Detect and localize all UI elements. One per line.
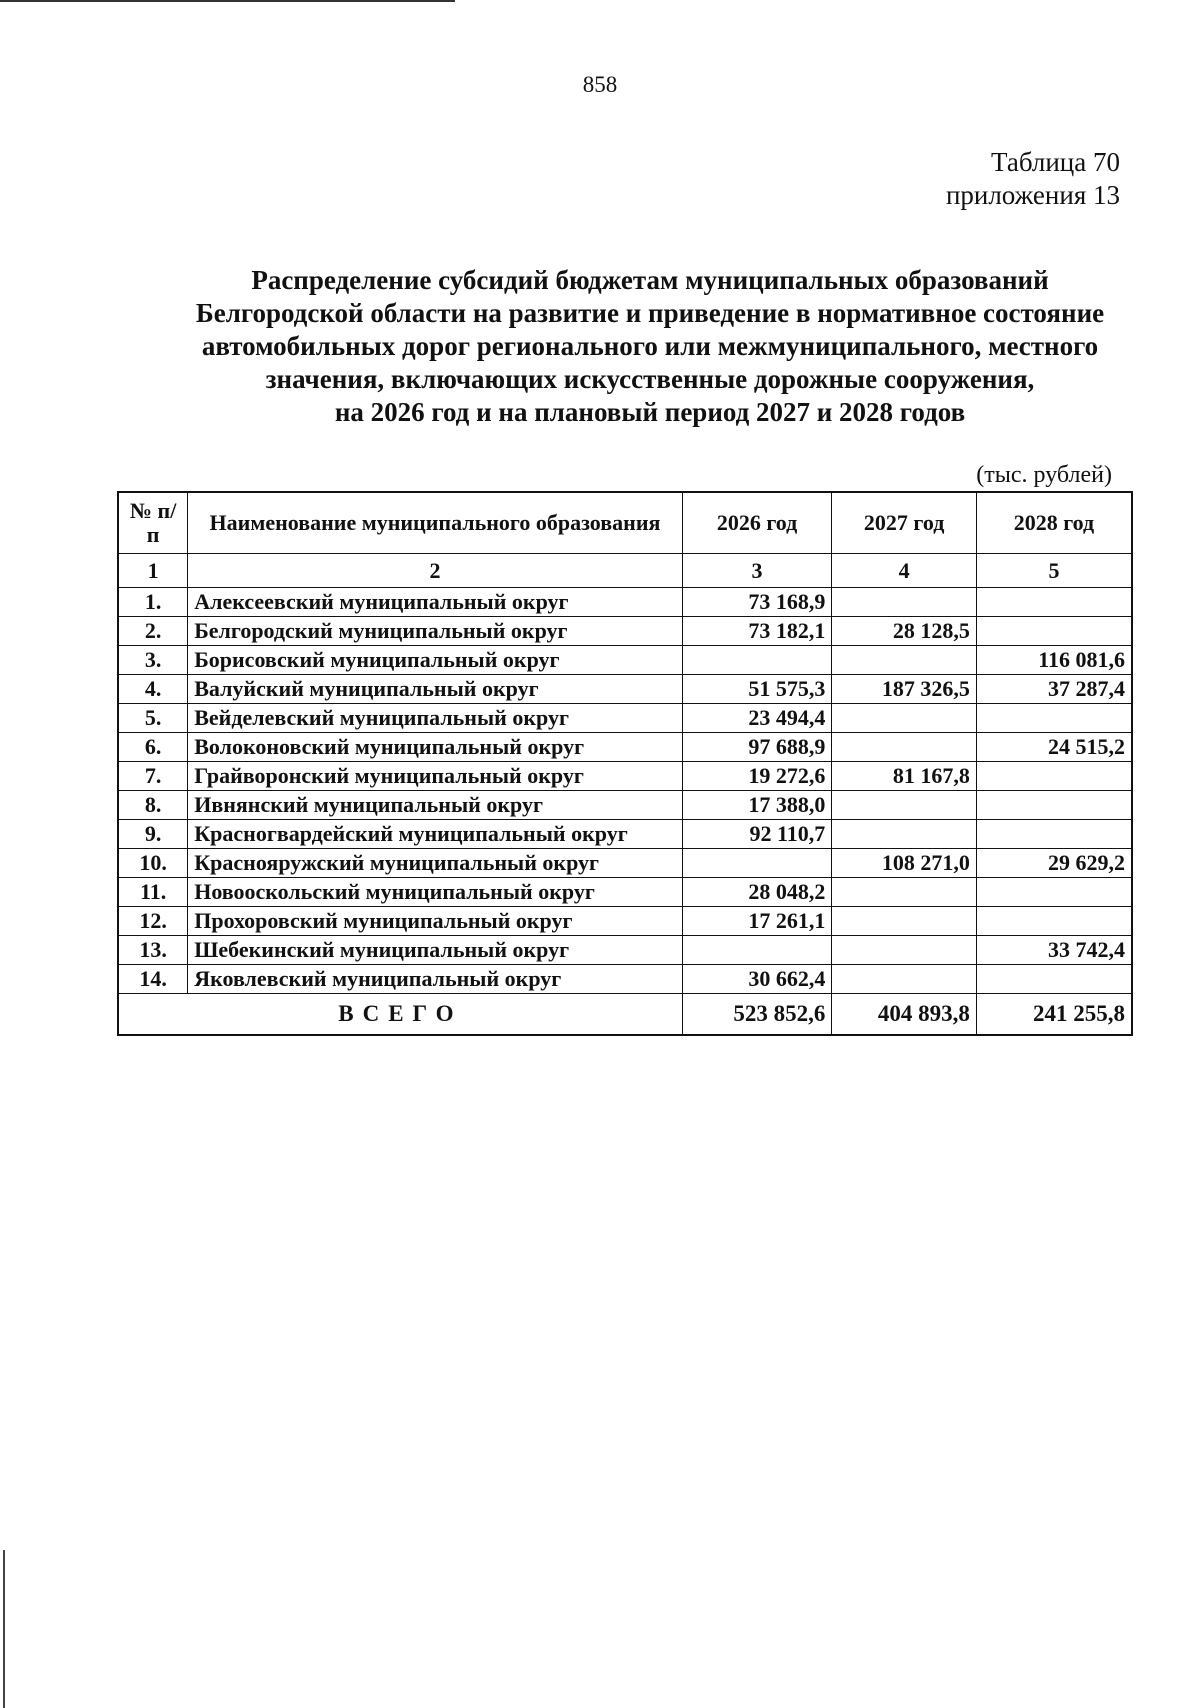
value-2028 — [976, 907, 1132, 936]
table-row — [118, 733, 1132, 762]
table-reference — [946, 146, 1120, 212]
value-2026 — [682, 646, 832, 675]
value-2027 — [832, 936, 977, 965]
value-2026: 73 168,9 — [682, 588, 832, 617]
value-2027 — [832, 878, 977, 907]
row-number: 8. — [118, 791, 188, 820]
value-2028: 37 287,4 — [976, 675, 1132, 704]
value-2026: 17 388,0 — [682, 791, 832, 820]
header-row — [118, 492, 1132, 554]
table-row — [118, 675, 1132, 704]
row-number: 3. — [118, 646, 188, 675]
row-number: 7. — [118, 762, 188, 791]
total-2028: 241 255,8 — [976, 994, 1132, 1036]
title-line: автомобильных дорог регионального или межмуниципального, местного — [201, 331, 1099, 361]
column-index: 2 — [188, 554, 683, 588]
value-2027 — [832, 820, 977, 849]
table-row — [118, 762, 1132, 791]
title-line: Белгородской области на развитие и приведение в нормативное состояние — [195, 298, 1105, 328]
value-2027 — [832, 791, 977, 820]
value-2028 — [976, 878, 1132, 907]
scan-top-rule — [0, 0, 455, 2]
column-index: 5 — [976, 554, 1132, 588]
table-row — [118, 965, 1132, 994]
value-2028 — [976, 617, 1132, 646]
value-2028 — [976, 965, 1132, 994]
document-title — [120, 264, 1180, 429]
value-2026: 51 575,3 — [682, 675, 832, 704]
value-2027: 28 128,5 — [832, 617, 977, 646]
title-line: Распределение субсидий бюджетам муниципальных образований — [251, 265, 1049, 295]
header-name: Наименование муниципального образования — [188, 492, 683, 554]
column-index: 3 — [682, 554, 832, 588]
value-2026: 92 110,7 — [682, 820, 832, 849]
row-number: 2. — [118, 617, 188, 646]
row-number: 1. — [118, 588, 188, 617]
title-line: значения, включающих искусственные дорожные сооружения, — [265, 364, 1035, 394]
value-2026: 17 261,1 — [682, 907, 832, 936]
column-index: 4 — [832, 554, 977, 588]
value-2027: 108 271,0 — [832, 849, 977, 878]
row-number: 4. — [118, 675, 188, 704]
header-2026: 2026 год — [682, 492, 832, 554]
row-number: 14. — [118, 965, 188, 994]
value-2027 — [832, 588, 977, 617]
municipality-name: Шебекинский муниципальный округ — [188, 936, 683, 965]
row-number: 10. — [118, 849, 188, 878]
page-number: 858 — [582, 72, 618, 97]
municipality-name: Ивнянский муниципальный округ — [188, 791, 683, 820]
row-number: 12. — [118, 907, 188, 936]
value-2028: 24 515,2 — [976, 733, 1132, 762]
scan-left-rule — [3, 1550, 5, 1708]
municipality-name: Валуйский муниципальный округ — [188, 675, 683, 704]
header-2027: 2027 год — [832, 492, 977, 554]
value-2026: 28 048,2 — [682, 878, 832, 907]
column-index-row — [118, 554, 1132, 588]
value-2027 — [832, 965, 977, 994]
title-line: на 2026 год и на плановый период 2027 и 2028 годов — [334, 397, 966, 427]
row-number: 11. — [118, 878, 188, 907]
total-row — [118, 994, 1132, 1036]
table-row — [118, 849, 1132, 878]
municipality-name: Новооскольский муниципальный округ — [188, 878, 683, 907]
total-label: ВСЕГО — [118, 994, 682, 1036]
municipality-name: Борисовский муниципальный округ — [188, 646, 683, 675]
value-2026 — [682, 936, 832, 965]
value-2028 — [976, 762, 1132, 791]
value-2028 — [976, 820, 1132, 849]
municipality-name: Вейделевский муниципальный округ — [188, 704, 683, 733]
municipality-name: Краснояружский муниципальный округ — [188, 849, 683, 878]
value-2026: 23 494,4 — [682, 704, 832, 733]
total-2026: 523 852,6 — [682, 994, 832, 1036]
municipality-name: Грайворонский муниципальный округ — [188, 762, 683, 791]
row-number: 9. — [118, 820, 188, 849]
value-2026: 19 272,6 — [682, 762, 832, 791]
municipality-name: Яковлевский муниципальный округ — [188, 965, 683, 994]
table-row — [118, 936, 1132, 965]
value-2027 — [832, 907, 977, 936]
value-2028: 29 629,2 — [976, 849, 1132, 878]
column-index: 1 — [118, 554, 188, 588]
value-2028 — [976, 588, 1132, 617]
value-2026: 30 662,4 — [682, 965, 832, 994]
table-row — [118, 791, 1132, 820]
table-row — [118, 646, 1132, 675]
table-row — [118, 878, 1132, 907]
value-2027 — [832, 733, 977, 762]
value-2027: 187 326,5 — [832, 675, 977, 704]
header-2028: 2028 год — [976, 492, 1132, 554]
municipality-name: Красногвардейский муниципальный округ — [188, 820, 683, 849]
municipality-name: Белгородский муниципальный округ — [188, 617, 683, 646]
total-2027: 404 893,8 — [832, 994, 977, 1036]
value-2026: 73 182,1 — [682, 617, 832, 646]
value-2028: 33 742,4 — [976, 936, 1132, 965]
units-label: (тыс. рублей) — [976, 462, 1112, 488]
row-number: 5. — [118, 704, 188, 733]
municipality-name: Волоконовский муниципальный округ — [188, 733, 683, 762]
value-2026 — [682, 849, 832, 878]
value-2026: 97 688,9 — [682, 733, 832, 762]
table-row — [118, 820, 1132, 849]
municipality-name: Прохоровский муниципальный округ — [188, 907, 683, 936]
table-row — [118, 617, 1132, 646]
table-reference-line-2: приложения 13 — [945, 180, 1120, 210]
table-row — [118, 907, 1132, 936]
value-2028 — [976, 704, 1132, 733]
row-number: 13. — [118, 936, 188, 965]
table-row — [118, 704, 1132, 733]
table-reference-line-1: Таблица 70 — [991, 147, 1120, 177]
value-2027 — [832, 704, 977, 733]
value-2028: 116 081,6 — [976, 646, 1132, 675]
municipality-name: Алексеевский муниципальный округ — [188, 588, 683, 617]
table-row — [118, 588, 1132, 617]
value-2027: 81 167,8 — [832, 762, 977, 791]
row-number: 6. — [118, 733, 188, 762]
subsidy-table — [117, 491, 1133, 1036]
value-2028 — [976, 791, 1132, 820]
value-2027 — [832, 646, 977, 675]
header-num: № п/п — [118, 492, 188, 554]
